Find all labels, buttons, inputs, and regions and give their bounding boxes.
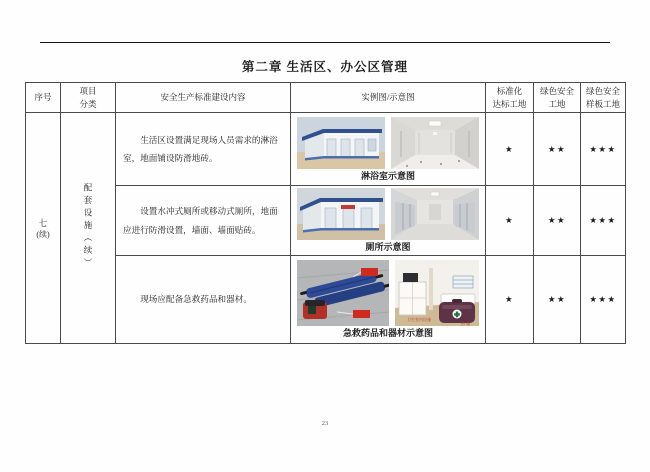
firstaid-room-image [395, 260, 479, 326]
col-header-standardized [486, 83, 534, 113]
stars-standardized: ★ [486, 256, 534, 344]
col-header-standardized-line2: 达标工地 [492, 98, 527, 109]
table-row [26, 113, 626, 186]
col-header-category-line2: 分类 [79, 98, 97, 109]
caption-firstaid: 急救药品和器材示意图 [342, 328, 433, 339]
col-header-green-line2: 工地 [548, 98, 566, 109]
example-cell-toilet [291, 186, 486, 256]
serial-number: 七 [38, 217, 48, 228]
stars-green: ★★ [534, 186, 581, 256]
stars-standardized: ★ [486, 113, 534, 186]
stars-model: ★★★ [581, 113, 626, 186]
toilet-interior-image [391, 188, 479, 240]
content-cell-shower [116, 113, 291, 186]
example-cell-shower [291, 113, 486, 186]
col-header-standardized-line1: 标准化 [496, 86, 523, 97]
photo-label-box: 药 箱 [461, 321, 470, 327]
toilet-building-image [297, 188, 385, 240]
stars-standardized: ★ [486, 186, 534, 256]
serial-cell [26, 113, 61, 344]
stars-green: ★★ [534, 113, 581, 186]
stretcher-firstaid-image [297, 260, 389, 326]
shower-interior-image [391, 117, 479, 169]
table-row [26, 186, 626, 256]
col-header-example: 实例图/示意图 [291, 83, 486, 113]
col-header-green-line1: 绿色安全 [539, 86, 574, 97]
col-header-model-line1: 绿色安全 [585, 86, 620, 97]
page-title: 第二章 生活区、办公区管理 [241, 60, 409, 74]
page-number: 23 [321, 420, 329, 427]
example-cell-firstaid [291, 256, 486, 344]
shower-building-image [297, 117, 385, 169]
content-cell-firstaid [116, 256, 291, 344]
table-row [26, 256, 626, 344]
content-text-shower: 生活区设置满足现场人员需求的淋浴室，地面铺设防滑地砖。 [123, 134, 278, 163]
table-header-row [26, 83, 626, 113]
stars-model: ★★★ [581, 186, 626, 256]
header-rule [40, 42, 610, 43]
col-header-serial: 序号 [26, 83, 61, 113]
col-header-model-site [581, 83, 626, 113]
serial-continued: (续) [36, 229, 50, 239]
col-header-content: 安全生产标准建设内容 [116, 83, 291, 113]
category-label: 配套设施（续） [83, 183, 93, 271]
content-text-toilet: 设置水冲式厕所或移动式厕所，地面应进行防滑设置，墙面、墙面贴砖。 [123, 206, 278, 235]
stars-model: ★★★ [581, 256, 626, 344]
photo-label-room: 卫生室内设施 [407, 317, 431, 323]
content-cell-toilet [116, 186, 291, 256]
col-header-category [61, 83, 116, 113]
col-header-green-site [534, 83, 581, 113]
caption-shower: 淋浴室示意图 [360, 170, 415, 181]
col-header-category-line1: 项目 [79, 86, 97, 97]
caption-toilet: 厕所示意图 [365, 242, 411, 253]
content-text-firstaid: 现场应配备急救药品和器材。 [140, 294, 252, 305]
standards-table [25, 82, 626, 344]
col-header-model-line2: 样板工地 [585, 98, 620, 109]
category-cell [61, 113, 116, 344]
stars-green: ★★ [534, 256, 581, 344]
